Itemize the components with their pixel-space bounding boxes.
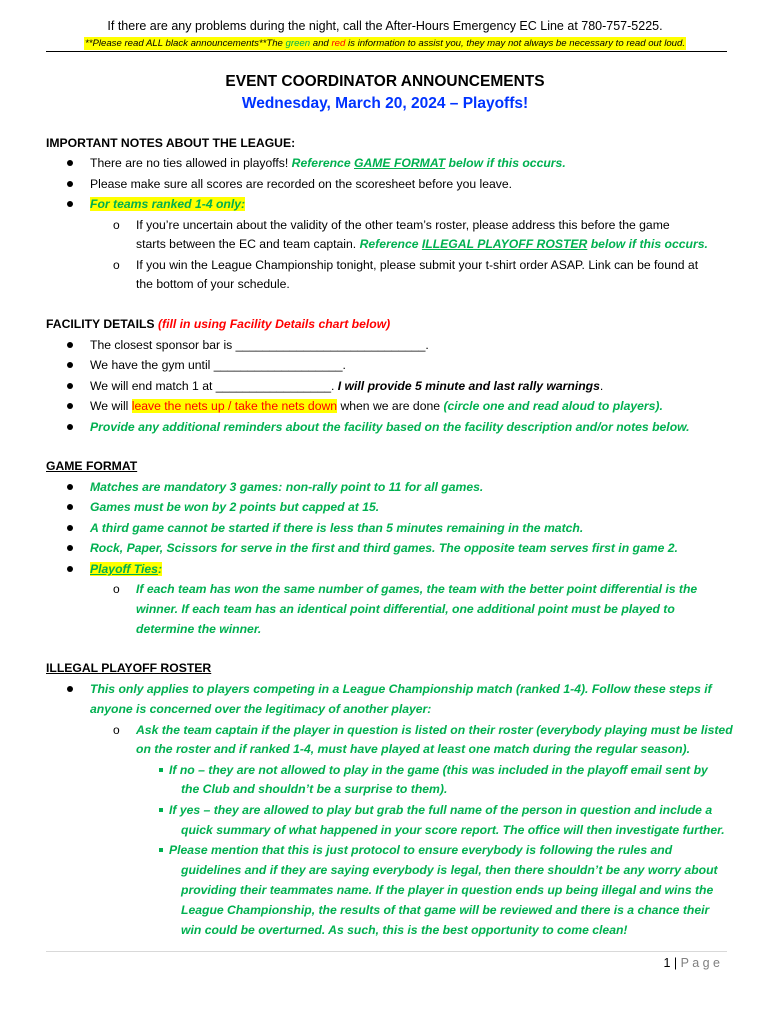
bullet [67,504,73,510]
sub-bullet: o [113,258,120,272]
playoff-ties-label: Playoff Ties [90,562,158,576]
sub-bullet: o [113,582,120,596]
square-bullet [159,768,163,772]
emergency-line: If there are any problems during the night, call the After-Hours Emergency EC Line at 780-757-5225. [107,19,663,33]
facility-item-2: We have the gym until ___________________. [90,358,346,372]
game-format-item-2: Games must be won by 2 points but capped at 15. [90,500,380,514]
notes-sub-2-line-1: If you win the League Championship tonight, please submit your t-shirt order ASAP. Link can be found at [136,258,699,272]
notes-sub-1-line-1: If you’re uncertain about the validity of the other team’s roster, please address this before the game [136,218,670,232]
page-title: EVENT COORDINATOR ANNOUNCEMENTS [225,73,545,90]
roster-sub-line-2: on the roster and if ranked 1-4, must have played at least one match during the regular season). [136,742,690,756]
roster-item-line-2: anyone is concerned over the legitimacy of another player: [90,702,432,716]
game-format-item-1: Matches are mandatory 3 games: non-rally point to 11 for all games. [90,480,484,494]
read-notice [84,37,686,50]
notes-sub-2-line-2: the bottom of your schedule. [136,277,290,291]
notes-sub-1-text: starts between the EC and team captain. [136,237,360,251]
bullet [67,403,73,409]
bullet [67,545,73,551]
bullet [67,686,73,692]
square-bullet [159,808,163,812]
read-notice-c: is information to assist you, they may not always be necessary to read out loud. [345,38,685,49]
notes-sub-1-line-2 [136,236,708,253]
game-format-item-3: A third game cannot be started if there is less than 5 minutes remaining in the match. [90,521,584,535]
read-notice-a: **Please read ALL black announcements**The [85,38,286,49]
square-bullet [159,848,163,852]
facility-heading-text: FACILITY DETAILS [46,317,155,331]
illegal-roster-link[interactable]: ILLEGAL PLAYOFF ROSTER [421,237,588,251]
header-rule [46,51,727,52]
game-format-heading: GAME FORMAT [46,459,138,473]
teams-ranked-label: For teams ranked 1-4 only: [90,197,246,211]
facility-item-5: Provide any additional reminders about the facility based on the facility description and/or notes below. [90,420,690,434]
notes-item-2: Please make sure all scores are recorded on the scoresheet before you leave. [90,177,513,191]
roster-mention-line-3: providing their teammates name. If the player in question ends up being illegal and wins the [181,883,714,897]
roster-mention-line-2: guidelines and if they are saying everybody is legal, then there shouldn’t be any worry about [181,863,718,877]
roster-if-yes-line-1: If yes – they are allowed to play but grab the full name of the person in question and include a [169,803,713,817]
sub-bullet: o [113,723,120,737]
bullet [67,201,73,207]
facility-heading [46,316,390,333]
notes-sub-1-ref-end: below if this occurs. [587,237,708,251]
page-subtitle: Wednesday, March 20, 2024 – Playoffs! [241,95,529,112]
notes-item-1 [90,155,566,172]
read-notice-red: red [331,38,346,49]
playoff-ties-line-2: winner. If each team has an identical point differential, one additional point must be played to [136,602,675,616]
notes-item-1-ref: Reference [291,156,354,170]
bullet [67,424,73,430]
bullet [67,362,73,368]
footer-rule [46,951,727,952]
roster-mention-line-4: League Championship, the results of that game will be reviewed and there is a chance their [181,903,710,917]
facility-item-4 [90,398,663,415]
facility-item-3-text: We will end match 1 at _________________. [90,379,338,393]
facility-item-3 [90,378,603,395]
playoff-ties-line-3: determine the winner. [136,622,262,636]
page-header [0,18,770,50]
page-footer [663,955,720,972]
roster-if-yes-line-2: quick summary of what happened in your score report. The office will then investigate further. [181,823,725,837]
bullet [67,383,73,389]
notes-item-3 [90,196,245,213]
roster-if-no-line-2: the Club and shouldn’t be a surprise to them). [181,782,448,796]
bullet [67,566,73,572]
notes-item-1-ref-end: below if this occurs. [445,156,566,170]
notes-item-1-text: There are no ties allowed in playoffs! [90,156,292,170]
notes-heading: IMPORTANT NOTES ABOUT THE LEAGUE: [46,136,296,150]
bullet [67,525,73,531]
roster-sub-line-1: Ask the team captain if the player in question is listed on their roster (everybody playing must be listed [136,723,733,737]
bullet [67,181,73,187]
facility-item-4-note: (circle one and read aloud to players). [443,399,663,413]
roster-heading: ILLEGAL PLAYOFF ROSTER [46,661,212,675]
page-separator: | [670,956,681,970]
bullet [67,484,73,490]
facility-heading-note: (fill in using Facility Details chart below) [157,317,391,331]
game-format-item-5 [90,561,162,578]
roster-mention-line-1: Please mention that this is just protocol to ensure everybody is following the rules and [169,843,673,857]
playoff-ties-line-1: If each team has won the same number of games, the team with the better point differential is the [136,582,698,596]
read-notice-green: green [285,38,311,49]
facility-item-3-warning: I will provide 5 minute and last rally warnings [337,379,600,393]
playoff-ties-colon: : [157,562,163,576]
nets-choice: leave the nets up / take the nets down [131,399,338,413]
game-format-item-4: Rock, Paper, Scissors for serve in the first and third games. The opposite team serves first in game 2. [90,541,678,555]
bullet [67,160,73,166]
facility-item-4-mid: when we are done [337,399,444,413]
facility-item-3-end: . [599,379,604,393]
page-number: 1 [663,956,671,970]
notes-sub-1-ref: Reference [359,237,422,251]
roster-if-no-line-1: If no – they are not allowed to play in the game (this was included in the playoff email sent by [169,763,708,777]
sub-bullet: o [113,218,120,232]
read-notice-b: and [310,38,332,49]
roster-mention-line-5: win could be overturned. As such, this is the best opportunity to come clean! [181,923,628,937]
page-label: P a g e [680,956,720,970]
facility-item-1: The closest sponsor bar is ____________________________. [90,338,429,352]
roster-item-line-1: This only applies to players competing in a League Championship match (ranked 1-4). Follow these steps if [90,682,712,696]
game-format-link[interactable]: GAME FORMAT [354,156,446,170]
bullet [67,342,73,348]
facility-item-4-text: We will [90,399,132,413]
